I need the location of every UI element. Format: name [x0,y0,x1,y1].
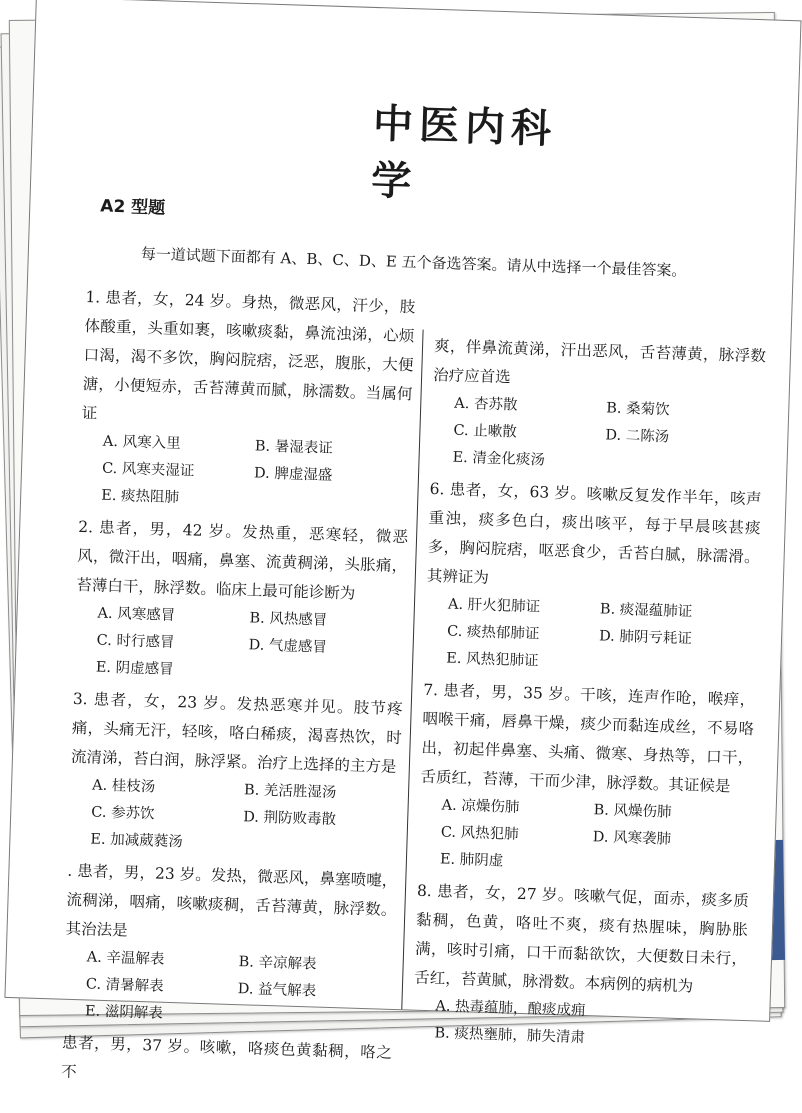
option-d: D. 益气解表 [237,981,317,1000]
question-5-continued [430,332,766,481]
option-a: A. 凉燥伤肺 [441,797,520,816]
option-c: C. 痰热郁肺证 [446,623,540,643]
option-b: B. 桑菊饮 [605,400,670,419]
option-a: A. 肝火犯肺证 [447,596,541,616]
option-a: A. 风寒感冒 [97,605,176,624]
option-c: C. 风寒夹湿证 [101,460,195,480]
option-a: A. 桂枝汤 [91,777,156,796]
question-7 [418,676,756,883]
page-title: 中医内科学 [370,100,558,206]
question-stem: . 患者，男，23 岁。发热，微恶风，鼻塞喷嚏，流稠涕，咽痛，咳嗽痰稠，舌苔薄黄，脉浮数。其治法是 [65,861,398,940]
answer-options [424,591,758,682]
question-stem: 6. 患者，女，63 岁。咳嗽反复发作半年，咳声重浊，痰多色白，痰出咳平，每于早晨咳甚痰多，胸闷脘痞，呕恶食少，舌苔白腻，脉濡滑。其辨证为 [426,479,762,587]
answer-options [418,792,752,883]
option-a: A. 风寒入里 [102,433,181,453]
option-b: B. 暑湿表证 [254,438,333,457]
option-a: A. 杏苏散 [454,395,518,414]
option-d: D. 荆防败毒散 [242,809,337,829]
option-b: B. 羌活胜湿汤 [243,782,337,802]
option-b: B. 痰热壅肺，肺失清肃 [434,1025,586,1047]
option-c: C. 时行感冒 [96,632,175,651]
question-stem: 7. 患者，男，35 岁。干咳，连声作呛，喉痒，咽喉干痛，唇鼻干燥，痰少而黏连成丝，不易咯出，初起伴鼻塞、头痛、微寒、身热等，口干，舌质红，苔薄，干而少津，脉浮数。其证候是 [420,680,756,796]
option-b: B. 辛凉解表 [238,954,317,973]
option-c: C. 止嗽散 [453,422,517,441]
left-column [61,283,416,1101]
answer-options [63,944,395,1035]
answer-options [73,600,405,691]
option-e: E. 阴虚感冒 [95,659,174,678]
question-stem: 患者，男，37 岁。咳嗽，咯痰色黄黏稠，咯之不 [60,1033,393,1082]
right-column [412,332,766,1061]
option-c: C. 风热犯肺 [440,824,519,843]
option-b: B. 风燥伤肺 [593,802,672,821]
question-stem: 1. 患者，女，24 岁。身热，微恶风，汗少，肢体酸重，头重如裹，咳嗽痰黏，鼻流浊涕，心烦口渴，渴不多饮，胸闷脘痞，泛恶，腹胀，大便溏，小便短赤，舌苔薄黄而腻，脉濡数。当属何证 [81,288,416,423]
option-d: D. 脾虚湿盛 [253,465,333,484]
answer-options [412,993,746,1057]
option-e: E. 清金化痰汤 [452,449,546,469]
instructions: 每一道试题下面都有 A、B、C、D、E 五个备选答案。请从中选择一个最佳答案。 [140,244,687,280]
option-b: B. 风热感冒 [249,610,328,629]
question-6 [424,475,762,682]
option-d: D. 气虚感冒 [248,637,328,656]
option-c: C. 清暑解表 [85,976,164,995]
answer-options [68,772,400,863]
option-e: E. 风热犯肺证 [446,650,539,670]
option-e: E. 痰热阻肺 [100,487,180,507]
question-5 [61,1029,393,1097]
option-a: A. 热毒蕴肺，酿痰成痈 [435,998,586,1020]
answer-options [430,390,764,481]
option-e: E. 加减葳蕤汤 [90,831,183,851]
question-3 [68,685,403,863]
question-stem: 2. 患者，男，42 岁。发热重，恶寒轻，微恶风，微汗出，咽痛，鼻塞、流黄稠涕，头胀痛，苔薄白干，脉浮数。临床上最可能诊断为 [76,517,409,603]
option-e: E. 滋阴解表 [84,1003,164,1022]
option-d: D. 肺阴亏耗证 [598,628,693,648]
question-2 [73,513,408,691]
exam-page [4,0,801,1082]
option-a: A. 辛温解表 [86,949,165,968]
option-d: D. 二陈汤 [605,427,670,446]
question-8 [412,877,749,1057]
option-e: E. 肺阴虚 [439,851,504,870]
option-c: C. 参苏饮 [91,804,155,823]
question-stem: 8. 患者，女，27 岁。咳嗽气促，面赤，痰多质黏稠，色黄，咯吐不爽，痰有热腥味，胸胁胀满，咳时引痛，口干而黏欲饮，大便数日未行，舌红，苔黄腻，脉滑数。本病例的病机为 [413,881,750,996]
question-4 [63,857,398,1035]
question-1 [79,283,416,519]
question-stem: 爽，伴鼻流黄涕，汗出恶风，舌苔薄黄，脉浮数治疗应首选 [432,336,767,387]
question-stem: 3. 患者，女，23 岁。发热恶寒并见。肢节疼痛，头痛无汗，轻咳，咯白稀痰，渴喜热饮，时流清涕，苔白润，脉浮紧。治疗上选择的主方是 [70,689,403,777]
answer-options [79,428,411,519]
section-heading: A2 型题 [100,196,166,219]
option-b: B. 痰湿蕴肺证 [599,601,693,621]
option-d: D. 风寒袭肺 [592,829,672,848]
